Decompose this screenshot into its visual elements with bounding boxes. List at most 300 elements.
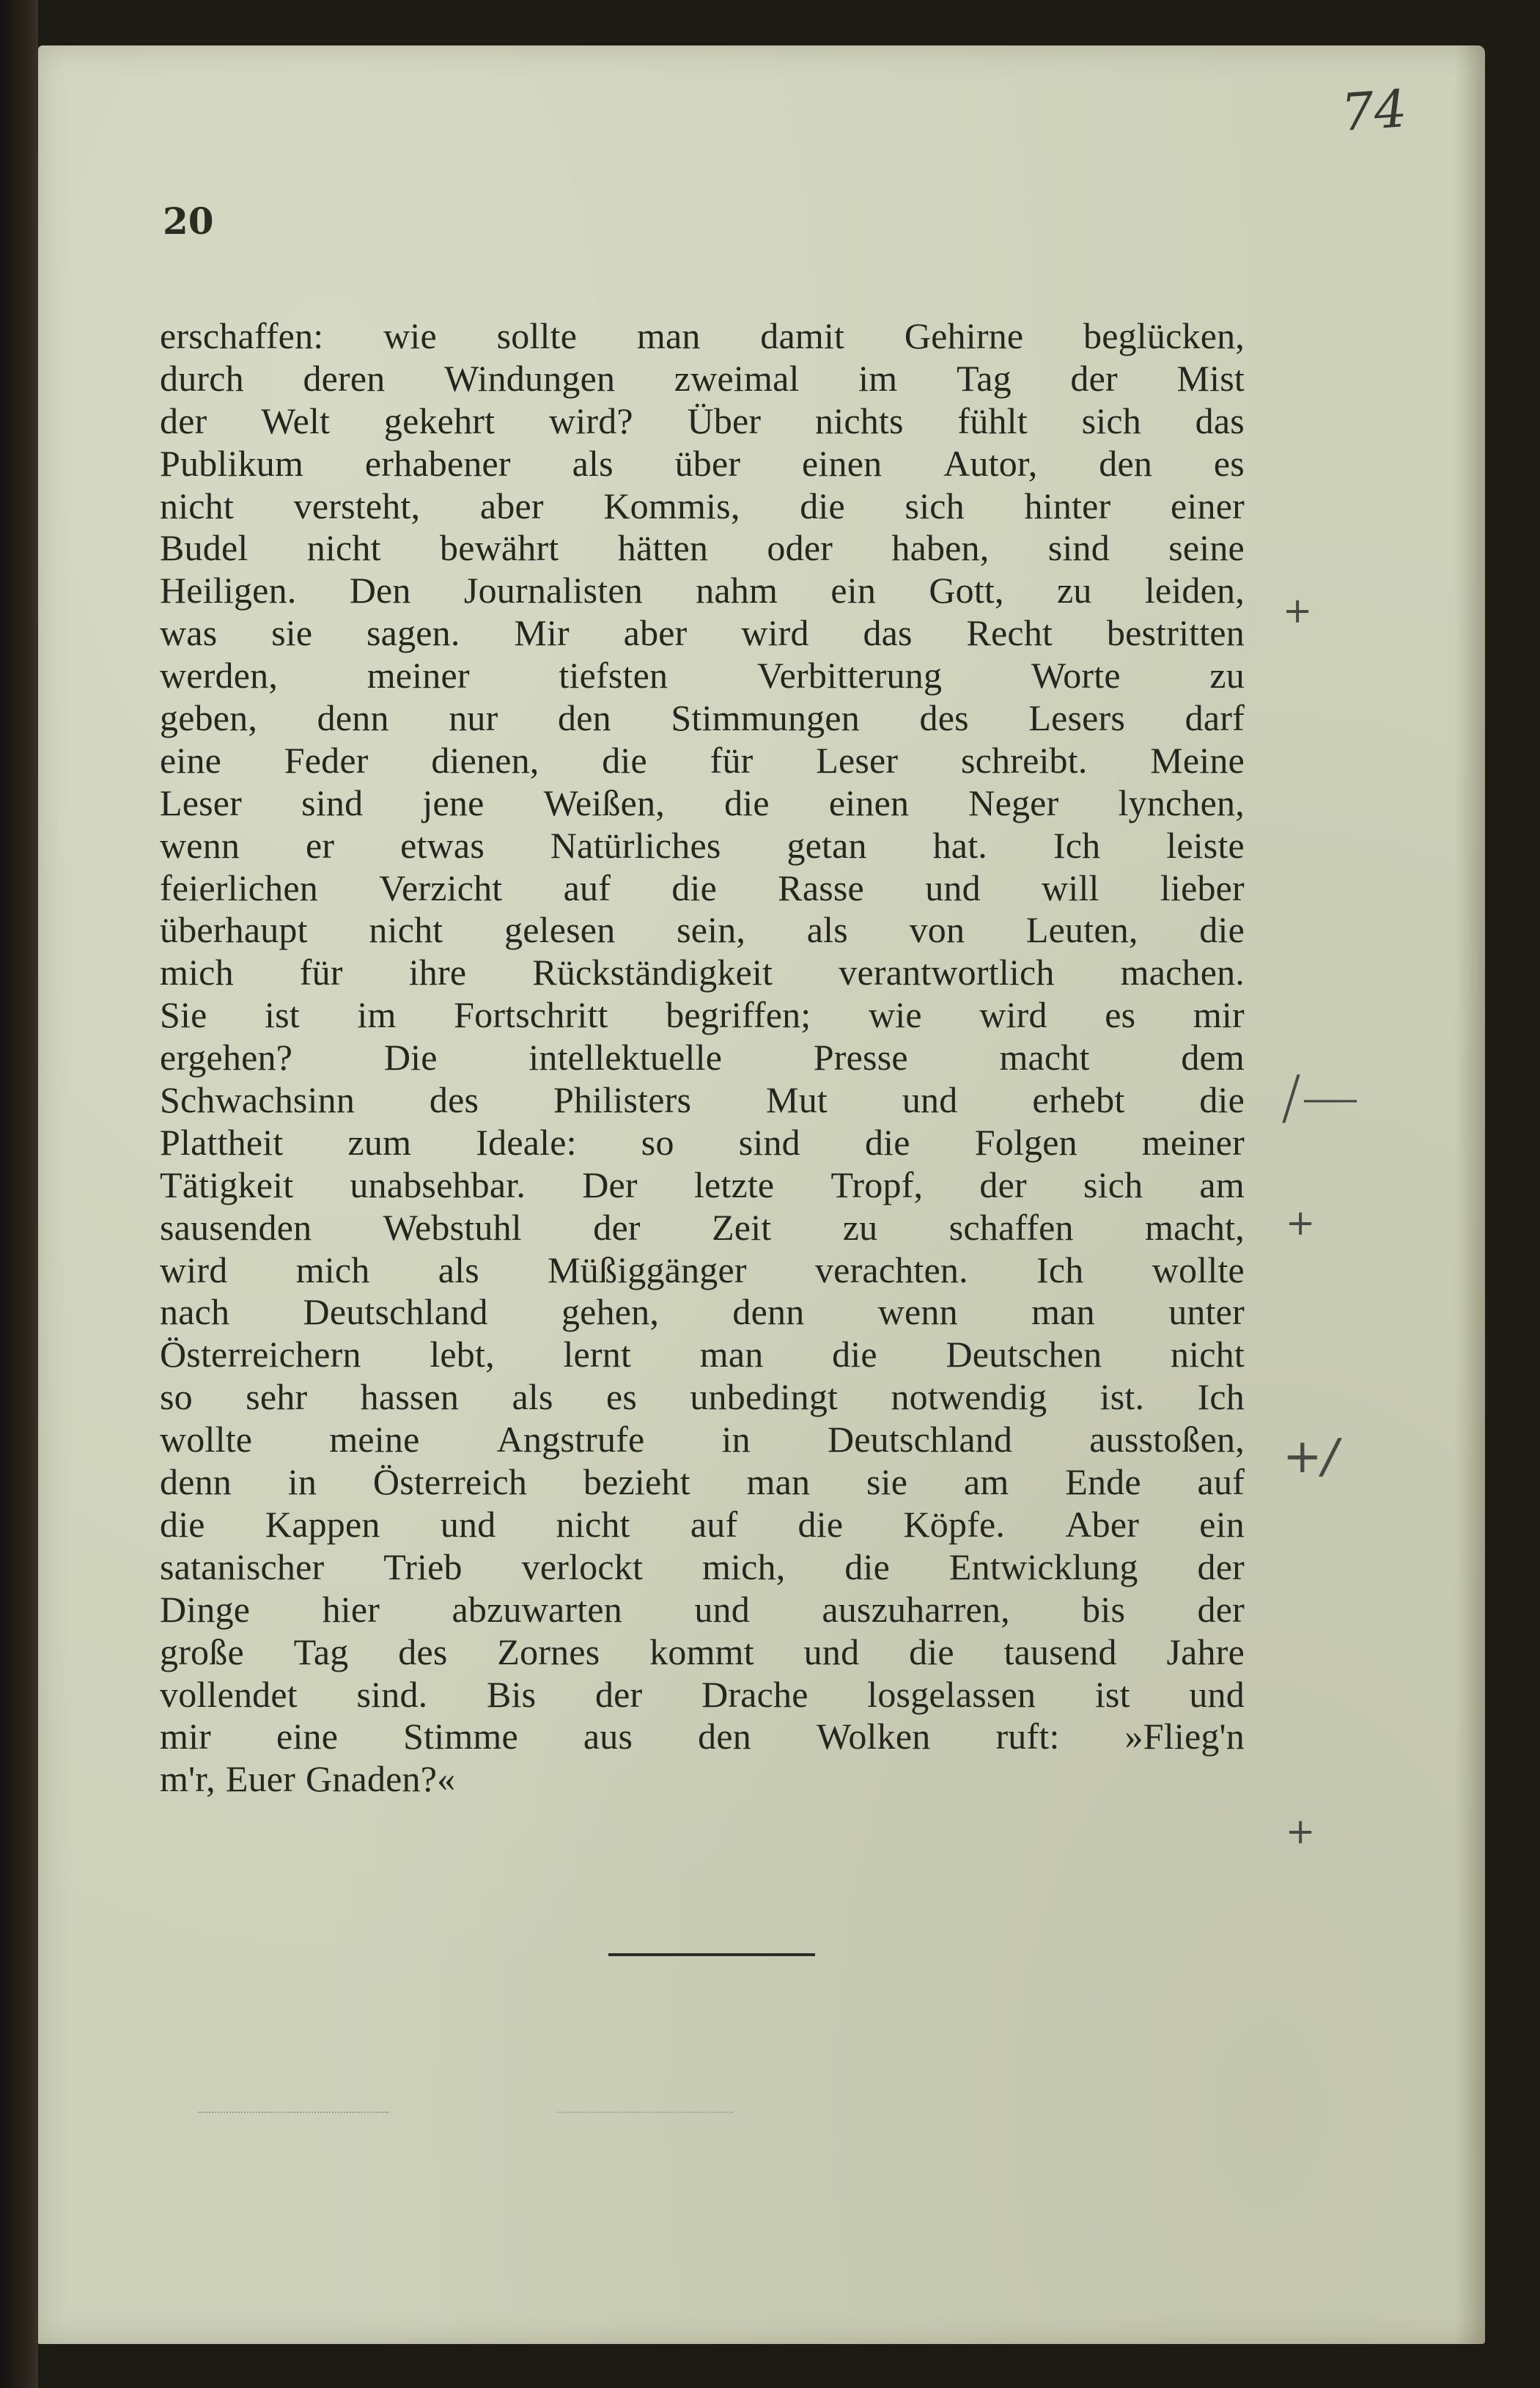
word: oder	[767, 527, 833, 569]
word: nahm	[696, 570, 778, 611]
text-line	[160, 1419, 1245, 1461]
word: Schwachsinn	[160, 1079, 355, 1121]
word: sich	[905, 485, 965, 526]
word: erschaffen:	[160, 315, 324, 356]
text-line	[160, 1504, 1245, 1546]
word: Den	[349, 570, 411, 611]
word: Stimmungen	[671, 697, 860, 739]
section-end-rule	[608, 1953, 815, 1956]
word: mich	[295, 1249, 370, 1290]
word: am	[1199, 1164, 1245, 1205]
word: er	[306, 824, 335, 866]
word: Rasse	[778, 867, 864, 908]
word: der	[594, 1673, 643, 1715]
word: Budel	[160, 527, 248, 569]
word: der	[1197, 1588, 1245, 1630]
word: hier	[322, 1588, 380, 1630]
word: jene	[422, 782, 485, 823]
word: Jahre	[1166, 1631, 1245, 1672]
word: Fortschritt	[454, 994, 608, 1036]
text-line	[160, 1758, 1245, 1801]
word: Entwicklung	[948, 1546, 1138, 1587]
text-line	[160, 400, 1245, 443]
word: im	[858, 357, 898, 399]
word: des	[429, 1079, 479, 1121]
text-line	[160, 1674, 1245, 1716]
word: der	[160, 400, 207, 441]
word: denn	[317, 697, 389, 739]
word: Ich	[1197, 1376, 1245, 1418]
word: den	[1099, 442, 1153, 484]
word: auf	[690, 1503, 738, 1545]
word: sagen.	[366, 612, 460, 654]
word: feierlichen	[160, 867, 318, 908]
word: es	[1105, 994, 1136, 1036]
word: sein,	[677, 909, 746, 951]
word: Plattheit	[160, 1121, 284, 1163]
text-line	[160, 1291, 1245, 1334]
word: Tag	[956, 357, 1012, 399]
word: letzte	[693, 1164, 775, 1205]
word: sind	[738, 1121, 800, 1163]
word: damit	[760, 315, 845, 356]
word: denn	[160, 1461, 232, 1503]
word: als	[806, 909, 848, 951]
word: Deutschen	[946, 1334, 1102, 1375]
word: wollte	[160, 1419, 253, 1461]
print-smudge	[198, 2112, 388, 2125]
word: die	[724, 782, 770, 823]
word: intellektuelle	[528, 1037, 723, 1079]
word: nur	[449, 697, 498, 739]
word: macht	[999, 1037, 1090, 1079]
word: sie	[866, 1461, 908, 1503]
word: durch	[160, 357, 244, 399]
word: Presse	[813, 1037, 908, 1079]
word: erhabener	[364, 442, 511, 484]
word: wollte	[1152, 1249, 1245, 1290]
word: ruft:	[995, 1716, 1060, 1757]
word: und	[803, 1631, 860, 1672]
word: die	[844, 1546, 891, 1587]
word: so	[160, 1376, 193, 1418]
word: mich,	[701, 1546, 786, 1587]
word: man	[746, 1461, 811, 1503]
word: notwendig	[891, 1376, 1047, 1418]
word: und	[694, 1588, 750, 1630]
word: von	[909, 909, 965, 951]
word: mir	[160, 1716, 212, 1757]
word: des	[398, 1631, 448, 1672]
word: lebt,	[430, 1334, 495, 1375]
word: Philisters	[553, 1079, 692, 1121]
word: die	[1199, 909, 1245, 951]
word: Heiligen.	[160, 570, 297, 611]
text-line	[160, 1164, 1245, 1207]
word: nach	[160, 1291, 230, 1333]
word: einer	[1171, 485, 1245, 526]
word: Deutschland	[827, 1419, 1013, 1461]
word: hat.	[932, 824, 987, 866]
word: meine	[329, 1419, 420, 1461]
word: versteht,	[293, 485, 421, 526]
page-number: 20	[163, 199, 214, 243]
text-line	[160, 1461, 1245, 1504]
word: aber	[623, 612, 688, 654]
margin-mark: +	[1283, 590, 1313, 631]
word: Autor,	[943, 442, 1038, 484]
word: für	[710, 739, 754, 781]
word: Leuten,	[1025, 909, 1138, 951]
word: Verzicht	[379, 867, 503, 908]
text-line	[160, 782, 1245, 825]
word: den	[698, 1716, 751, 1757]
word: das	[1195, 400, 1245, 441]
word: deren	[303, 357, 386, 399]
word: die	[602, 739, 647, 781]
word: wird	[741, 612, 809, 654]
word: ist.	[1099, 1376, 1145, 1418]
text-line	[160, 1079, 1245, 1122]
margin-mark: +	[1286, 1202, 1316, 1243]
word: verachten.	[814, 1249, 968, 1290]
word: des	[919, 697, 969, 739]
word: nicht	[369, 909, 443, 951]
word: die	[832, 1334, 877, 1375]
word: Mist	[1176, 357, 1245, 399]
word: am	[963, 1461, 1009, 1503]
word: Tag	[293, 1631, 349, 1672]
word: wie	[868, 994, 922, 1036]
word: bis	[1082, 1588, 1126, 1630]
text-line	[160, 994, 1245, 1037]
word: über	[674, 442, 741, 484]
word: als	[512, 1376, 553, 1418]
word: geben,	[160, 697, 258, 739]
word: es	[605, 1376, 638, 1418]
word: der	[593, 1206, 641, 1248]
text-line	[160, 527, 1245, 570]
word: zu	[1209, 655, 1245, 697]
word: wird	[160, 1249, 228, 1290]
word: werden,	[160, 655, 279, 697]
word: Leser	[816, 739, 899, 781]
text-line	[160, 485, 1245, 528]
word: getan	[786, 824, 867, 866]
word: losgelassen	[867, 1673, 1036, 1715]
word: Müßiggänger	[548, 1249, 747, 1290]
word: die	[909, 1631, 954, 1672]
word: eine	[160, 739, 222, 781]
text-line	[160, 1207, 1245, 1249]
word: ergehen?	[160, 1037, 293, 1079]
word: ist	[1094, 1673, 1130, 1715]
word: Stimme	[403, 1716, 518, 1757]
text-line	[160, 612, 1245, 655]
word: überhaupt	[160, 909, 308, 951]
word: Ich	[1036, 1249, 1084, 1290]
word: Sie	[160, 994, 207, 1036]
text-line	[160, 1546, 1245, 1589]
word: nicht	[306, 527, 381, 569]
word: Drache	[701, 1673, 808, 1715]
word: die	[797, 1503, 844, 1545]
word: Aber	[1065, 1503, 1140, 1545]
word: bewährt	[440, 527, 559, 569]
word: Österreichern	[160, 1334, 361, 1375]
word: ausstoßen,	[1089, 1419, 1245, 1461]
word: tausend	[1003, 1631, 1117, 1672]
word: eine	[276, 1716, 339, 1757]
body-text	[160, 315, 1245, 1801]
text-line	[160, 1376, 1245, 1419]
page-edge-shadow	[1456, 45, 1485, 2344]
word: Windungen	[444, 357, 616, 399]
word: Köpfe.	[903, 1503, 1006, 1545]
word: Worte	[1031, 655, 1121, 697]
word: das	[863, 612, 913, 654]
word: sich	[1083, 1164, 1143, 1205]
word: sausenden	[160, 1206, 312, 1248]
word: hinter	[1024, 485, 1111, 526]
word: Journalisten	[463, 570, 643, 611]
word: einen	[828, 782, 910, 823]
word: gehen,	[561, 1291, 660, 1333]
word: verantwortlich	[839, 952, 1055, 993]
text-line	[160, 1631, 1245, 1674]
word: Publikum	[160, 442, 304, 484]
text-line	[160, 655, 1245, 697]
word: Wolken	[816, 1716, 931, 1757]
word: Neger	[968, 782, 1059, 823]
word: Euer	[225, 1758, 296, 1800]
word: unter	[1168, 1291, 1245, 1333]
word: etwas	[400, 824, 485, 866]
word: den	[558, 697, 611, 739]
word: Österreich	[372, 1461, 528, 1503]
word: vollendet	[160, 1673, 298, 1715]
word: einen	[802, 442, 883, 484]
word: leiden,	[1144, 570, 1245, 611]
word: der	[979, 1164, 1027, 1205]
word: darf	[1185, 697, 1245, 739]
word: Tropf,	[830, 1164, 924, 1205]
word: man	[1031, 1291, 1095, 1333]
word: ein	[830, 570, 877, 611]
word: m'r,	[160, 1758, 215, 1800]
word: und	[440, 1503, 496, 1545]
word: sie	[271, 612, 313, 654]
word: Bis	[487, 1673, 537, 1715]
text-line	[160, 825, 1245, 867]
text-line	[160, 1249, 1245, 1292]
word: die	[671, 867, 718, 908]
word: auf	[1197, 1461, 1245, 1503]
handwritten-folio-number: 74	[1339, 78, 1409, 144]
word: Gehirne	[904, 315, 1024, 356]
word: auf	[563, 867, 611, 908]
word: zum	[347, 1121, 412, 1163]
word: gekehrt	[383, 400, 495, 441]
word: als	[438, 1249, 479, 1290]
word: die	[1199, 1079, 1245, 1121]
word: man	[699, 1334, 764, 1375]
word: nicht	[556, 1503, 630, 1545]
word: große	[160, 1631, 244, 1672]
word: unabsehbar.	[350, 1164, 526, 1205]
word: Über	[687, 400, 762, 441]
word: haben,	[891, 527, 990, 569]
word: mich	[160, 952, 234, 993]
word: verlockt	[521, 1546, 644, 1587]
word: erhebt	[1032, 1079, 1125, 1121]
word: abzuwarten	[452, 1588, 622, 1630]
word: Gott,	[929, 570, 1004, 611]
word: kommt	[649, 1631, 754, 1672]
word: begriffen;	[666, 994, 811, 1036]
word: schaffen	[948, 1206, 1074, 1248]
word: aber	[479, 485, 544, 526]
word: Deutschland	[303, 1291, 488, 1333]
word: Angstrufe	[496, 1419, 645, 1461]
word: Gnaden?«	[306, 1758, 456, 1800]
text-line	[160, 1122, 1245, 1164]
word: sollte	[496, 315, 578, 356]
word: Rückständigkeit	[532, 952, 773, 993]
word: in	[721, 1419, 751, 1461]
word: denn	[732, 1291, 805, 1333]
word: wie	[383, 315, 437, 356]
word: zweimal	[674, 357, 800, 399]
word: wenn	[160, 824, 240, 866]
text-line	[160, 1037, 1245, 1079]
word: Recht	[966, 612, 1053, 654]
text-line	[160, 1589, 1245, 1631]
word: und	[925, 867, 981, 908]
text-line	[160, 909, 1245, 952]
word: der	[1197, 1546, 1245, 1587]
text-line	[160, 867, 1245, 910]
word: nicht	[160, 485, 234, 526]
word: sind	[301, 782, 364, 823]
word: hätten	[617, 527, 709, 569]
word: zu	[1056, 570, 1092, 611]
word: lernt	[563, 1334, 632, 1375]
word: Weißen,	[543, 782, 665, 823]
word: leiste	[1166, 824, 1245, 866]
word: und	[902, 1079, 958, 1121]
word: wird?	[548, 400, 633, 441]
word: Lesers	[1028, 697, 1126, 739]
word: seine	[1168, 527, 1245, 569]
word: macht,	[1145, 1206, 1245, 1248]
word: dem	[1181, 1037, 1245, 1079]
word: sind	[1047, 527, 1110, 569]
margin-mark: +/	[1283, 1430, 1338, 1484]
text-line	[160, 952, 1245, 994]
word: aus	[583, 1716, 633, 1757]
word: es	[1213, 442, 1245, 484]
word: lynchen,	[1118, 782, 1245, 823]
word: man	[636, 315, 701, 356]
word: Ideale:	[476, 1121, 577, 1163]
word: unbedingt	[690, 1376, 839, 1418]
word: Folgen	[974, 1121, 1077, 1163]
word: Ich	[1053, 824, 1101, 866]
word: satanischer	[160, 1546, 325, 1587]
word: Zornes	[497, 1631, 600, 1672]
word: Trieb	[383, 1546, 463, 1587]
word: der	[1070, 357, 1118, 399]
margin-mark: /—	[1281, 1063, 1360, 1131]
word: Zeit	[712, 1206, 772, 1248]
word: meiner	[1141, 1121, 1245, 1163]
word: bestritten	[1106, 612, 1245, 654]
word: will	[1042, 867, 1099, 908]
word: Ende	[1065, 1461, 1141, 1503]
word: die	[800, 485, 845, 526]
text-line	[160, 443, 1245, 485]
text-line	[160, 1716, 1245, 1758]
word: Webstuhl	[383, 1206, 522, 1248]
word: die	[160, 1503, 205, 1545]
book-spine	[0, 0, 38, 2388]
text-line	[160, 697, 1245, 740]
word: als	[572, 442, 614, 484]
word: »Flieg'n	[1124, 1716, 1245, 1757]
word: ein	[1199, 1503, 1245, 1545]
word: im	[357, 994, 397, 1036]
word: Welt	[261, 400, 331, 441]
text-line	[160, 570, 1245, 612]
word: was	[160, 612, 218, 654]
word: meiner	[366, 655, 470, 697]
word: dienen,	[431, 739, 539, 781]
word: wenn	[877, 1291, 958, 1333]
word: bezieht	[583, 1461, 690, 1503]
word: ist	[265, 994, 300, 1036]
word: sind.	[356, 1673, 428, 1715]
word: lieber	[1160, 867, 1245, 908]
word: wird	[979, 994, 1047, 1036]
word: Tätigkeit	[160, 1164, 294, 1205]
word: so	[641, 1121, 674, 1163]
word: Der	[582, 1164, 638, 1205]
word: und	[1189, 1673, 1245, 1715]
word: Feder	[284, 739, 369, 781]
margin-mark: +	[1286, 1811, 1316, 1852]
word: mir	[1193, 994, 1245, 1036]
print-smudge	[557, 2112, 733, 2125]
word: Mir	[514, 612, 570, 654]
text-line	[160, 740, 1245, 782]
word: Kappen	[265, 1503, 380, 1545]
word: die	[864, 1121, 910, 1163]
word: nichts	[815, 400, 904, 441]
word: Verbitterung	[756, 655, 943, 697]
word: zu	[842, 1206, 878, 1248]
word: ihre	[408, 952, 467, 993]
word: Die	[383, 1037, 438, 1079]
word: gelesen	[504, 909, 616, 951]
word: für	[299, 952, 343, 993]
word: Natürliches	[550, 824, 721, 866]
word: auszuharren,	[822, 1588, 1010, 1630]
word: in	[287, 1461, 317, 1503]
word: Dinge	[160, 1588, 251, 1630]
word: beglücken,	[1083, 315, 1245, 356]
text-line	[160, 315, 1245, 358]
